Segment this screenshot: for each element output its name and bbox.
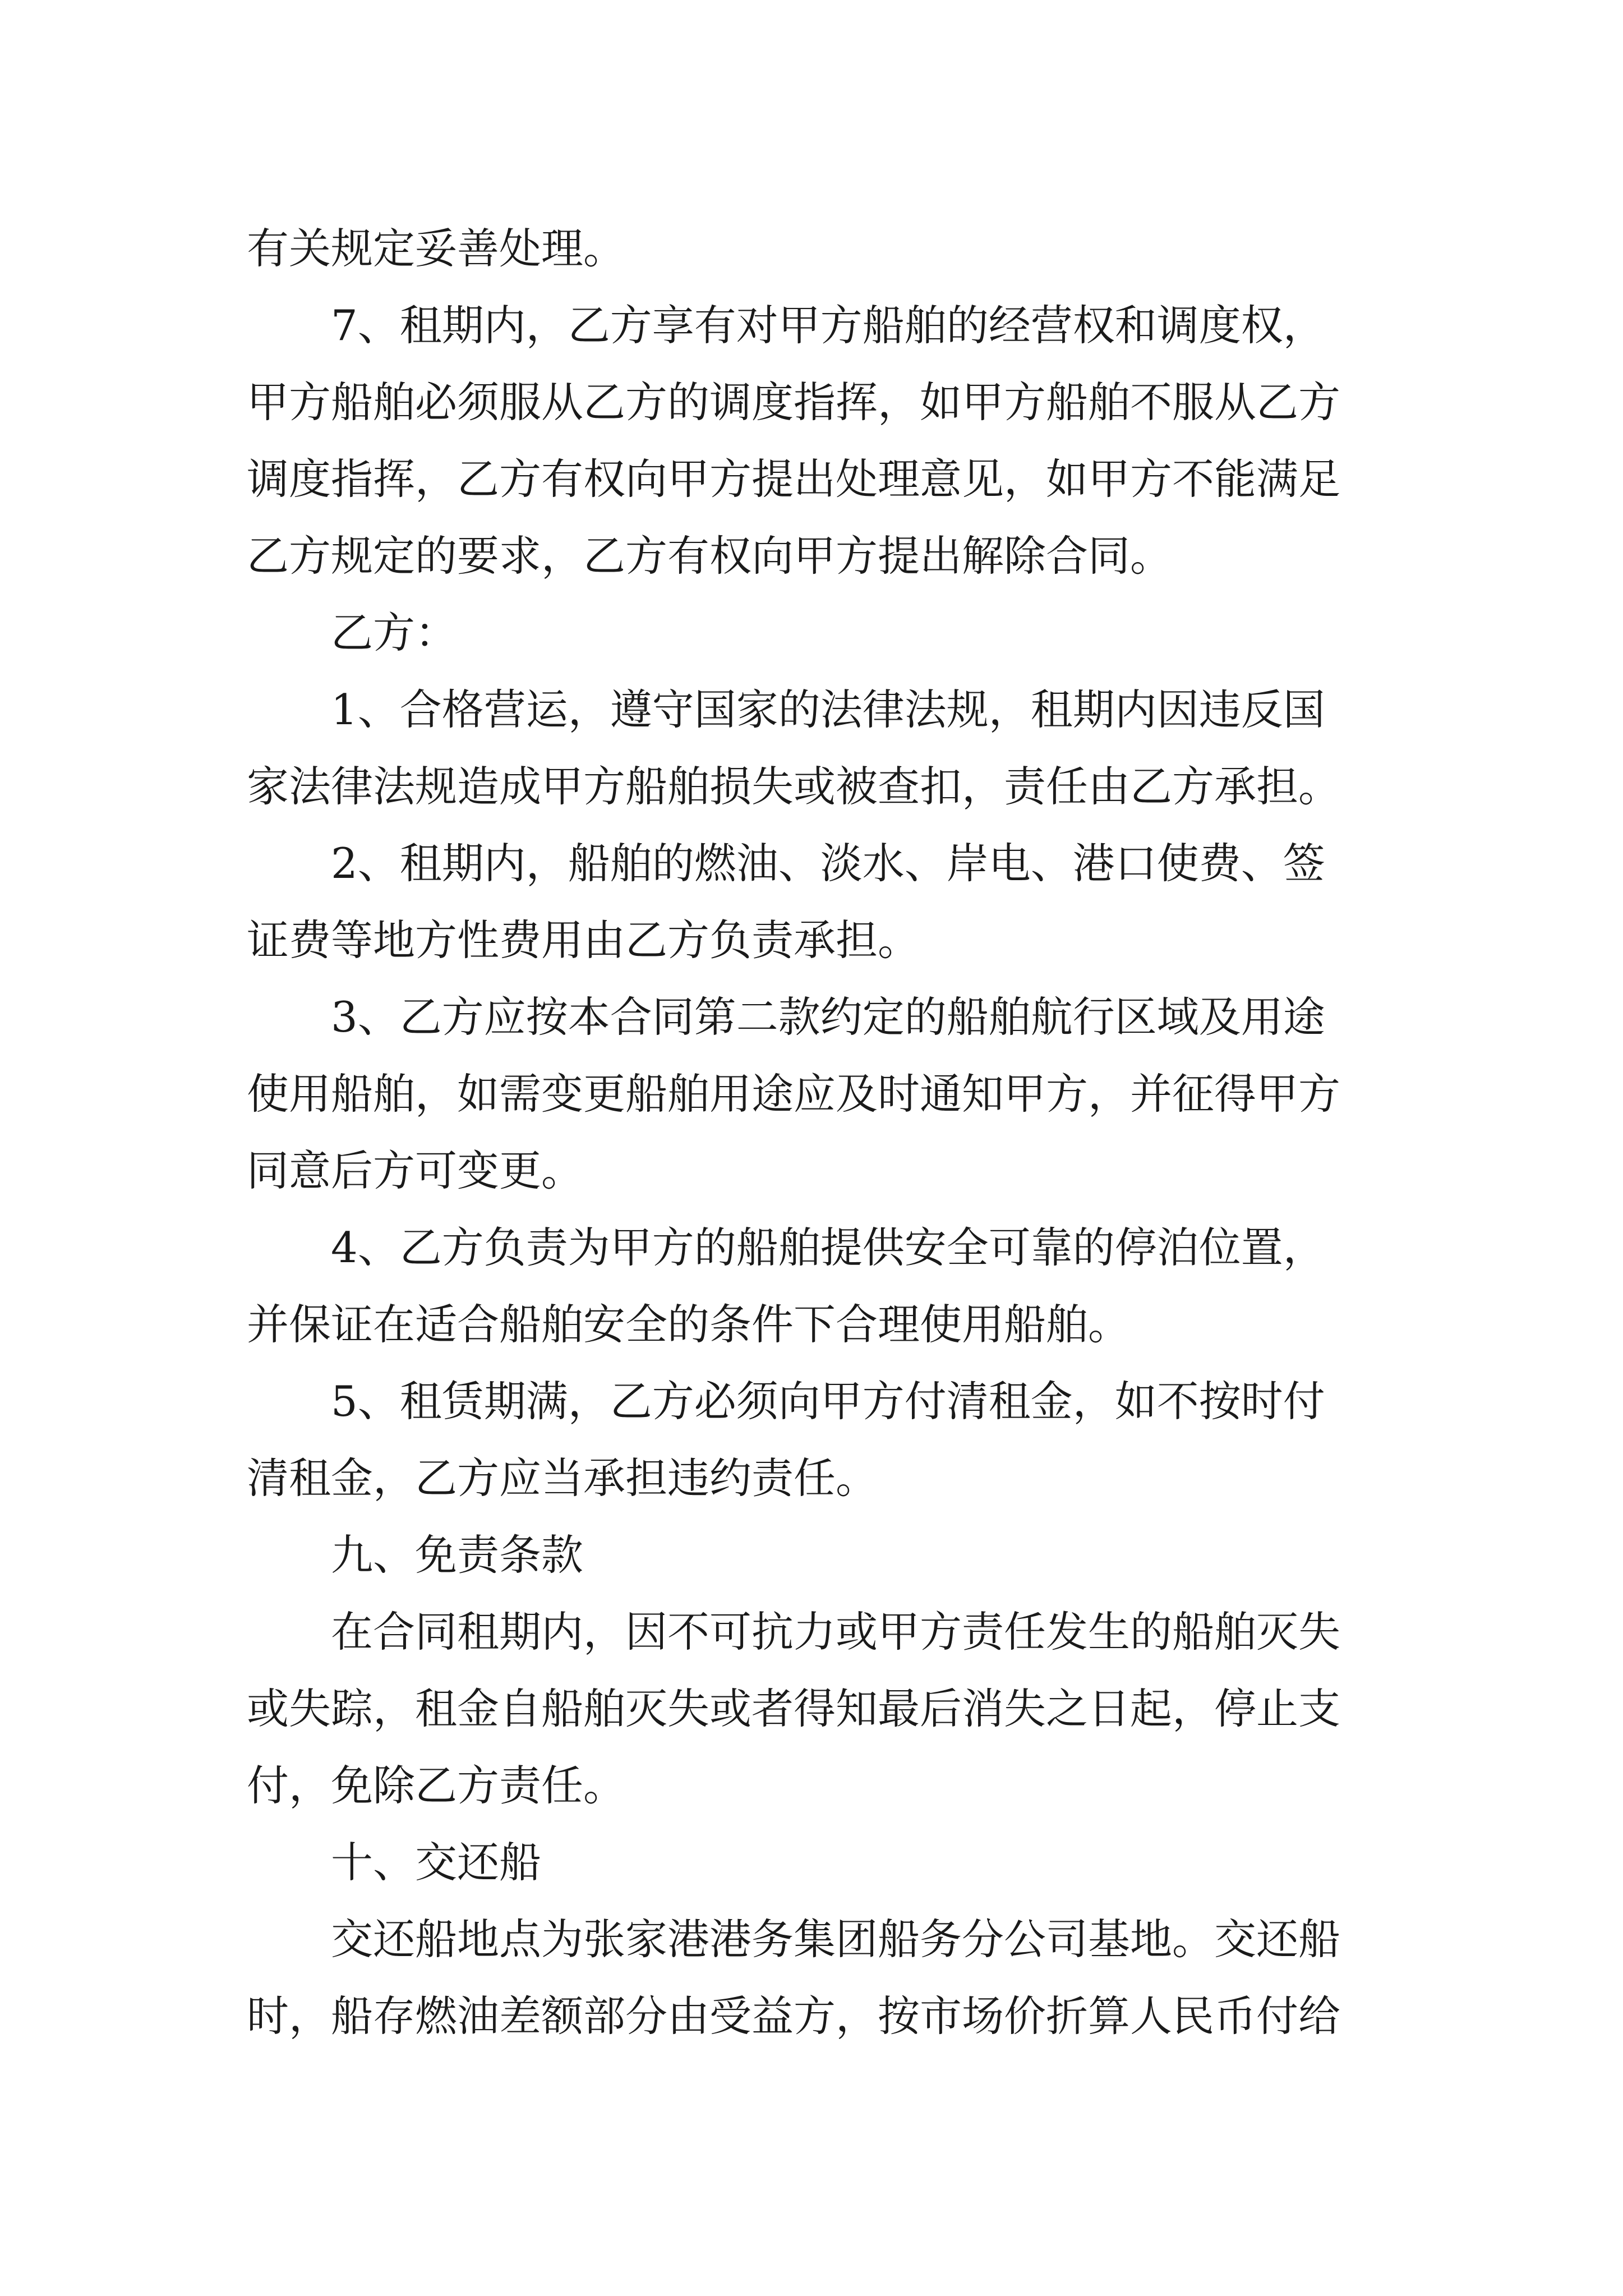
text-line: 4、乙方负责为甲方的船舶提供安全可靠的停泊位置，: [331, 1223, 1325, 1272]
text-line: 家法律法规造成甲方船舶损失或被查扣，责任由乙方承担。: [247, 762, 1341, 811]
text-line: 有关规定妥善处理。: [247, 224, 626, 273]
text-line: 九、免责条款: [331, 1530, 584, 1580]
text-line: 在合同租期内，因不可抗力或甲方责任发生的船舶灭失: [331, 1607, 1341, 1657]
text-line: 乙方规定的要求，乙方有权向甲方提出解除合同。: [247, 531, 1173, 581]
text-line: 十、交还船: [331, 1838, 542, 1887]
text-line: 付，免除乙方责任。: [247, 1761, 626, 1810]
text-line: 甲方船舶必须服从乙方的调度指挥，如甲方船舶不服从乙方: [247, 378, 1341, 427]
text-line: 7、租期内，乙方享有对甲方船舶的经营权和调度权，: [331, 301, 1325, 350]
text-line: 1、合格营运，遵守国家的法律法规，租期内因违反国: [331, 685, 1325, 734]
text-line: 2、租期内，船舶的燃油、淡水、岸电、港口使费、签: [331, 839, 1325, 888]
text-line: 时，船存燃油差额部分由受益方，按市场价折算人民币付给: [247, 1991, 1341, 2041]
text-line: 调度指挥，乙方有权向甲方提出处理意见，如甲方不能满足: [247, 454, 1341, 504]
text-line: 同意后方可变更。: [247, 1146, 584, 1195]
text-line: 乙方：: [331, 608, 458, 657]
text-line: 清租金，乙方应当承担违约责任。: [247, 1453, 878, 1503]
document-body: [247, 210, 1391, 2055]
text-line: 5、租赁期满，乙方必须向甲方付清租金，如不按时付: [331, 1377, 1325, 1426]
text-line: 3、乙方应按本合同第二款约定的船舶航行区域及用途: [331, 992, 1325, 1042]
text-line: 交还船地点为张家港港务集团船务分公司基地。交还船: [331, 1915, 1341, 1964]
text-line: 并保证在适合船舶安全的条件下合理使用船舶。: [247, 1300, 1131, 1349]
text-line: 证费等地方性费用由乙方负责承担。: [247, 915, 920, 965]
text-line: 或失踪，租金自船舶灭失或者得知最后消失之日起，停止支: [247, 1684, 1341, 1733]
text-line: 使用船舶，如需变更船舶用途应及时通知甲方，并征得甲方: [247, 1069, 1341, 1119]
